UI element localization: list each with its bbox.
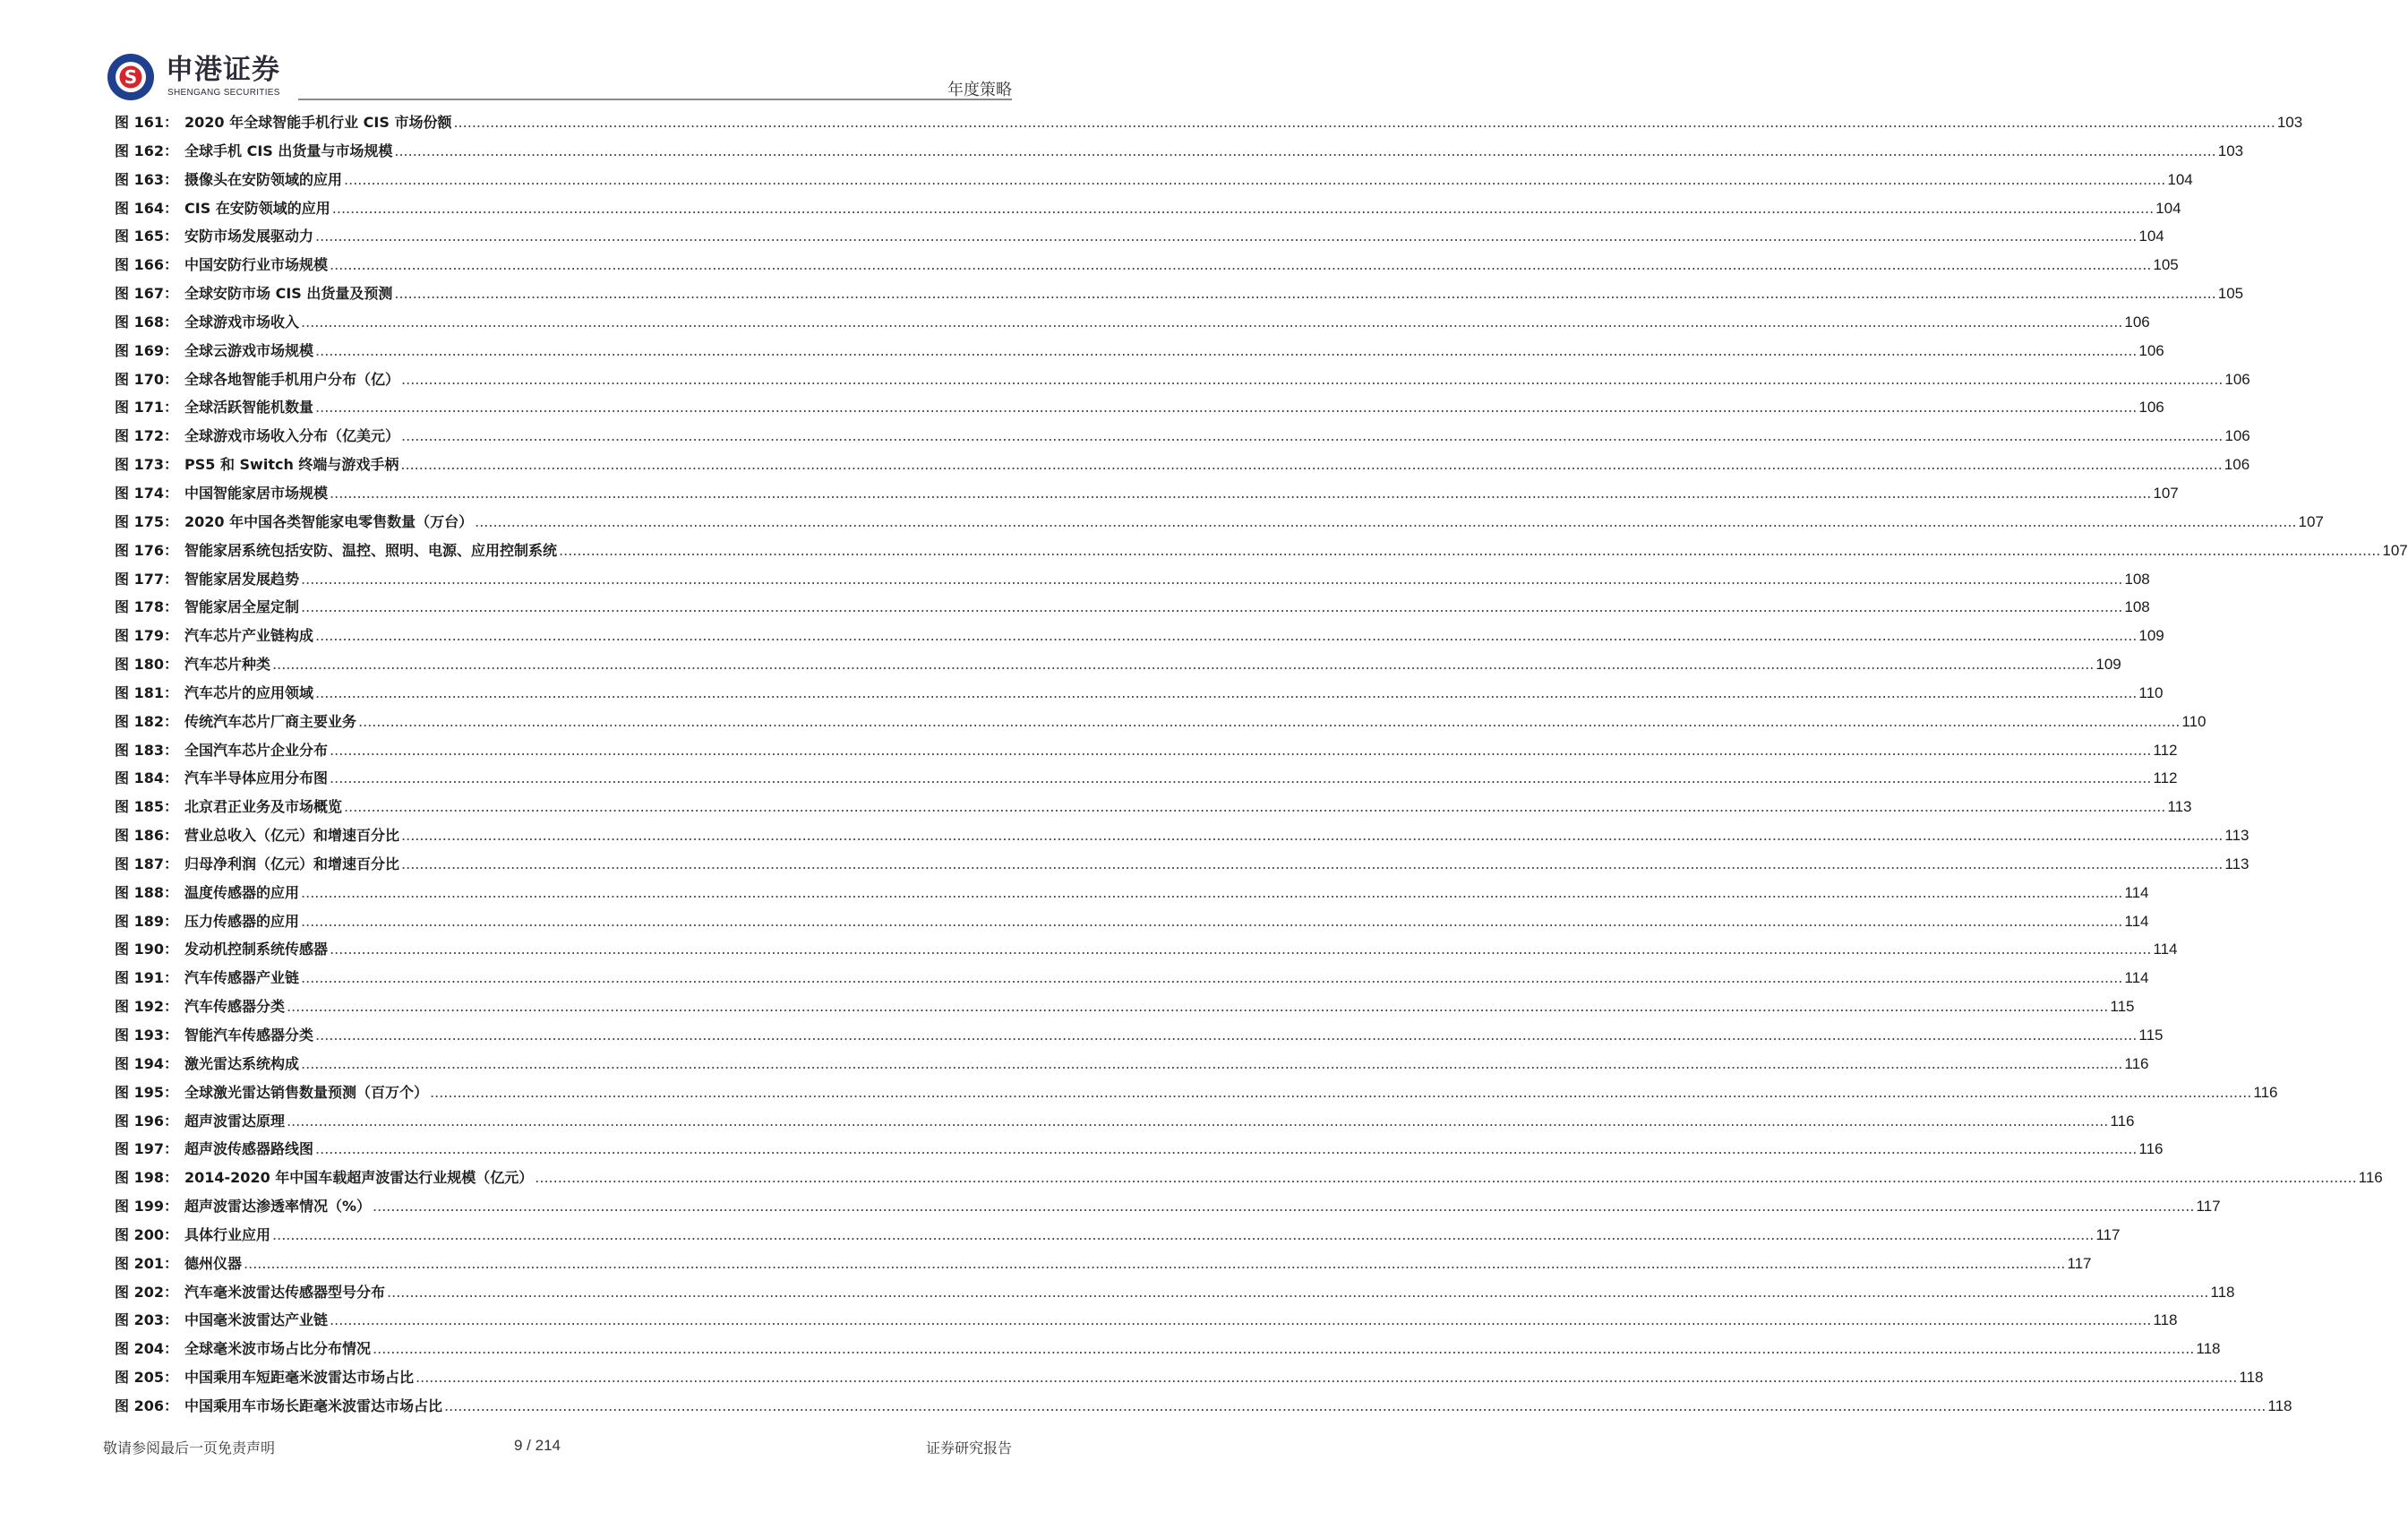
toc-dot-leader: ................................................................................................................................................................................................................................................................................................................................................................................................................ bbox=[331, 199, 2155, 217]
toc-entry-title: 全球游戏市场收入 bbox=[184, 313, 300, 331]
toc-entry-label: 图 201： bbox=[115, 1254, 178, 1272]
toc-entry[interactable] bbox=[115, 168, 2193, 197]
toc-dot-leader: ................................................................................................................................................................................................................................................................................................................................................................................................................ bbox=[315, 399, 2138, 417]
toc-dot-leader: ................................................................................................................................................................................................................................................................................................................................................................................................................ bbox=[416, 1369, 2238, 1387]
toc-entry-label: 图 165： bbox=[115, 228, 178, 245]
toc-entry-page: 109 bbox=[2095, 656, 2121, 674]
toc-entry-title: 汽车芯片种类 bbox=[184, 656, 271, 674]
toc-entry-page: 106 bbox=[2138, 399, 2164, 417]
toc-dot-leader: ................................................................................................................................................................................................................................................................................................................................................................................................................ bbox=[330, 769, 2152, 787]
toc-entry-title: 北京君正业务及市场概览 bbox=[184, 798, 343, 816]
toc-entry-label: 图 170： bbox=[115, 370, 178, 388]
toc-dot-leader: ................................................................................................................................................................................................................................................................................................................................................................................................................ bbox=[301, 1054, 2123, 1072]
toc-entry-title: 全国汽车芯片企业分布 bbox=[184, 741, 329, 759]
toc-entry-label: 图 173： bbox=[115, 456, 178, 474]
toc-entry-label: 图 161： bbox=[115, 114, 178, 131]
toc-entry[interactable] bbox=[115, 453, 2250, 482]
toc-entry-title: 汽车芯片的应用领域 bbox=[184, 683, 314, 701]
toc-entry[interactable] bbox=[115, 1110, 2135, 1139]
toc-entry-label: 图 194： bbox=[115, 1054, 178, 1072]
toc-entry-label: 图 181： bbox=[115, 683, 178, 701]
toc-entry-title: 全球游戏市场收入分布（亿美元） bbox=[184, 427, 400, 445]
toc-entry-label: 图 183： bbox=[115, 741, 178, 759]
toc-entry[interactable] bbox=[115, 1337, 2221, 1366]
toc-entry-page: 108 bbox=[2124, 570, 2150, 588]
toc-entry[interactable] bbox=[115, 282, 2244, 311]
toc-dot-leader: ................................................................................................................................................................................................................................................................................................................................................................................................................ bbox=[330, 484, 2152, 502]
toc-entry[interactable] bbox=[115, 1195, 2221, 1224]
toc-entry-page: 106 bbox=[2224, 427, 2250, 445]
toc-entry[interactable] bbox=[115, 910, 2149, 939]
toc-entry-title: PS5 和 Switch 终端与游戏手柄 bbox=[184, 456, 399, 474]
toc-entry-page: 104 bbox=[2167, 170, 2193, 188]
toc-entry-label: 图 191： bbox=[115, 969, 178, 987]
toc-entry-page: 118 bbox=[2239, 1369, 2264, 1387]
toc-entry-page: 114 bbox=[2124, 969, 2149, 987]
toc-entry-label: 图 199： bbox=[115, 1198, 178, 1216]
toc-dot-leader: ................................................................................................................................................................................................................................................................................................................................................................................................................ bbox=[315, 341, 2138, 359]
toc-entry[interactable] bbox=[115, 197, 2181, 226]
toc-entry-title: 中国乘用车市场长距毫米波雷达市场占比 bbox=[184, 1396, 443, 1414]
toc-entry[interactable] bbox=[115, 767, 2178, 795]
toc-entry-title: 智能家居发展趋势 bbox=[184, 570, 300, 588]
toc-entry-title: 汽车毫米波雷达传感器型号分布 bbox=[184, 1283, 386, 1301]
toc-entry-title: 全球活跃智能机数量 bbox=[184, 399, 314, 417]
toc-entry-label: 图 166： bbox=[115, 256, 178, 274]
company-name-cn: 申港证券 bbox=[166, 54, 280, 86]
toc-entry-title: 全球手机 CIS 出货量与市场规模 bbox=[184, 142, 393, 159]
toc-entry-page: 117 bbox=[2196, 1198, 2221, 1216]
header-divider bbox=[298, 99, 1012, 100]
toc-entry-page: 106 bbox=[2224, 370, 2250, 388]
toc-entry[interactable] bbox=[115, 624, 2164, 653]
page-number: 9 / 214 bbox=[514, 1437, 561, 1454]
toc-entry-page: 113 bbox=[2224, 855, 2249, 872]
toc-entry[interactable] bbox=[115, 1281, 2235, 1310]
toc-entry-label: 图 200： bbox=[115, 1225, 178, 1243]
toc-entry-page: 115 bbox=[2138, 1027, 2164, 1044]
toc-entry-title: 激光雷达系统构成 bbox=[184, 1054, 300, 1072]
toc-entry-title: 汽车芯片产业链构成 bbox=[184, 627, 314, 645]
toc-entry-page: 118 bbox=[2267, 1396, 2292, 1414]
toc-entry-label: 图 179： bbox=[115, 627, 178, 645]
toc-entry-title: 具体行业应用 bbox=[184, 1225, 271, 1243]
toc-entry-title: 发动机控制系统传感器 bbox=[184, 941, 329, 958]
toc-dot-leader: ................................................................................................................................................................................................................................................................................................................................................................................................................ bbox=[315, 228, 2138, 245]
toc-entry-page: 103 bbox=[2276, 114, 2303, 131]
company-logo-icon bbox=[106, 52, 156, 102]
toc-entry-page: 103 bbox=[2217, 142, 2244, 159]
toc-entry-page: 110 bbox=[2181, 712, 2207, 730]
toc-entry-label: 图 167： bbox=[115, 285, 178, 303]
toc-entry-label: 图 172： bbox=[115, 427, 178, 445]
toc-entry-page: 113 bbox=[2224, 827, 2249, 845]
toc-dot-leader: ................................................................................................................................................................................................................................................................................................................................................................................................................ bbox=[401, 370, 2224, 388]
company-name-en: SHENGANG SECURITIES bbox=[167, 88, 280, 98]
toc-dot-leader: ................................................................................................................................................................................................................................................................................................................................................................................................................ bbox=[344, 170, 2166, 188]
toc-dot-leader: ................................................................................................................................................................................................................................................................................................................................................................................................................ bbox=[401, 827, 2224, 845]
toc-entry[interactable] bbox=[115, 1252, 2092, 1281]
toc-entry-title: 2014-2020 年中国车载超声波雷达行业规模（亿元） bbox=[184, 1169, 534, 1187]
toc-dot-leader: ................................................................................................................................................................................................................................................................................................................................................................................................................ bbox=[535, 1169, 2357, 1187]
toc-entry-label: 图 205： bbox=[115, 1369, 178, 1387]
toc-entry[interactable] bbox=[115, 1309, 2178, 1337]
toc-dot-leader: ................................................................................................................................................................................................................................................................................................................................................................................................................ bbox=[394, 285, 2216, 303]
toc-dot-leader: ................................................................................................................................................................................................................................................................................................................................................................................................................ bbox=[287, 998, 2109, 1016]
toc-entry-title: 超声波传感器路线图 bbox=[184, 1140, 314, 1158]
toc-entry-page: 112 bbox=[2153, 741, 2178, 759]
toc-entry-page: 106 bbox=[2138, 341, 2164, 359]
toc-entry-page: 116 bbox=[2124, 1054, 2149, 1072]
toc-entry-title: 汽车传感器分类 bbox=[184, 998, 286, 1016]
toc-entry[interactable] bbox=[115, 853, 2249, 881]
toc-entry-page: 116 bbox=[2358, 1169, 2383, 1187]
toc-entry[interactable] bbox=[115, 653, 2121, 682]
toc-entry-page: 117 bbox=[2095, 1225, 2121, 1243]
toc-entry-label: 图 185： bbox=[115, 798, 178, 816]
toc-entry-title: 压力传感器的应用 bbox=[184, 912, 300, 930]
toc-dot-leader: ................................................................................................................................................................................................................................................................................................................................................................................................................ bbox=[301, 969, 2123, 987]
toc-entry[interactable] bbox=[115, 339, 2164, 368]
toc-entry-page: 106 bbox=[2224, 456, 2250, 474]
toc-entry-title: 智能家居全屋定制 bbox=[184, 598, 300, 616]
toc-dot-leader: ................................................................................................................................................................................................................................................................................................................................................................................................................ bbox=[373, 1340, 2195, 1358]
toc-dot-leader: ................................................................................................................................................................................................................................................................................................................................................................................................................ bbox=[430, 1083, 2252, 1101]
toc-entry[interactable] bbox=[115, 938, 2178, 967]
toc-dot-leader: ................................................................................................................................................................................................................................................................................................................................................................................................................ bbox=[559, 541, 2381, 559]
toc-entry-page: 106 bbox=[2124, 313, 2150, 331]
toc-entry[interactable] bbox=[115, 511, 2324, 539]
toc-entry-label: 图 163： bbox=[115, 170, 178, 188]
toc-entry[interactable] bbox=[115, 1053, 2149, 1081]
toc-dot-leader: ................................................................................................................................................................................................................................................................................................................................................................................................................ bbox=[400, 456, 2223, 474]
toc-entry-page: 118 bbox=[2210, 1283, 2235, 1301]
svg-text:S: S bbox=[124, 66, 138, 88]
toc-dot-leader: ................................................................................................................................................................................................................................................................................................................................................................................................................ bbox=[344, 798, 2166, 816]
toc-entry-page: 107 bbox=[2153, 484, 2179, 502]
toc-entry[interactable] bbox=[115, 1024, 2164, 1053]
toc-entry-page: 116 bbox=[2253, 1083, 2278, 1101]
toc-entry-label: 图 162： bbox=[115, 142, 178, 159]
toc-entry-title: 超声波雷达原理 bbox=[184, 1112, 286, 1130]
toc-dot-leader: ................................................................................................................................................................................................................................................................................................................................................................................................................ bbox=[330, 256, 2152, 274]
toc-entry[interactable] bbox=[115, 311, 2150, 339]
toc-entry-page: 112 bbox=[2153, 769, 2178, 787]
toc-entry[interactable] bbox=[115, 824, 2249, 853]
toc-entry-page: 105 bbox=[2153, 256, 2179, 274]
toc-entry-label: 图 203： bbox=[115, 1311, 178, 1329]
toc-entry[interactable] bbox=[115, 568, 2150, 597]
toc-entry-title: 安防市场发展驱动力 bbox=[184, 228, 314, 245]
toc-entry-label: 图 176： bbox=[115, 541, 178, 559]
toc-dot-leader: ................................................................................................................................................................................................................................................................................................................................................................................................................ bbox=[272, 1225, 2095, 1243]
toc-entry-label: 图 206： bbox=[115, 1396, 178, 1414]
page-footer bbox=[0, 1437, 1075, 1464]
toc-entry-page: 105 bbox=[2217, 285, 2244, 303]
toc-entry-label: 图 197： bbox=[115, 1140, 178, 1158]
toc-entry[interactable] bbox=[115, 1081, 2278, 1110]
toc-entry-title: 中国乘用车短距毫米波雷达市场占比 bbox=[184, 1369, 415, 1387]
toc-entry-label: 图 171： bbox=[115, 399, 178, 417]
toc-entry-page: 114 bbox=[2124, 883, 2149, 901]
toc-dot-leader: ................................................................................................................................................................................................................................................................................................................................................................................................................ bbox=[330, 741, 2152, 759]
toc-entry-label: 图 169： bbox=[115, 341, 178, 359]
toc-entry-title: 智能汽车传感器分类 bbox=[184, 1027, 314, 1044]
toc-entry-title: 中国安防行业市场规模 bbox=[184, 256, 329, 274]
toc-dot-leader: ................................................................................................................................................................................................................................................................................................................................................................................................................ bbox=[301, 570, 2123, 588]
toc-entry-page: 116 bbox=[2110, 1112, 2135, 1130]
page-header bbox=[0, 0, 1075, 107]
toc-entry-label: 图 180： bbox=[115, 656, 178, 674]
toc-entry-page: 107 bbox=[2298, 512, 2324, 530]
toc-entry-title: 归母净利润（亿元）和增速百分比 bbox=[184, 855, 400, 872]
toc-entry[interactable] bbox=[115, 596, 2150, 624]
toc-entry[interactable] bbox=[115, 1395, 2292, 1423]
toc-entry[interactable] bbox=[115, 482, 2179, 511]
toc-dot-leader: ................................................................................................................................................................................................................................................................................................................................................................................................................ bbox=[394, 142, 2216, 159]
toc-entry-page: 116 bbox=[2138, 1140, 2164, 1158]
toc-entry-title: 2020 年全球智能手机行业 CIS 市场份额 bbox=[184, 114, 452, 131]
toc-entry[interactable] bbox=[115, 425, 2250, 453]
toc-entry[interactable] bbox=[115, 995, 2135, 1024]
toc-entry-title: 超声波雷达渗透率情况（%） bbox=[184, 1198, 372, 1216]
toc-entry-title: 营业总收入（亿元）和增速百分比 bbox=[184, 827, 400, 845]
footer-report-type: 证券研究报告 bbox=[925, 1439, 1012, 1457]
toc-entry-label: 图 187： bbox=[115, 855, 178, 872]
toc-dot-leader: ................................................................................................................................................................................................................................................................................................................................................................................................................ bbox=[315, 627, 2138, 645]
toc-entry-page: 104 bbox=[2138, 228, 2164, 245]
toc-dot-leader: ................................................................................................................................................................................................................................................................................................................................................................................................................ bbox=[301, 883, 2123, 901]
toc-dot-leader: ................................................................................................................................................................................................................................................................................................................................................................................................................ bbox=[401, 427, 2224, 445]
toc-entry-label: 图 188： bbox=[115, 883, 178, 901]
toc-entry[interactable] bbox=[115, 1366, 2264, 1395]
toc-entry-label: 图 202： bbox=[115, 1283, 178, 1301]
toc-entry-page: 117 bbox=[2067, 1254, 2092, 1272]
toc-entry-page: 108 bbox=[2124, 598, 2150, 616]
toc-entry[interactable] bbox=[115, 967, 2149, 995]
toc-entry[interactable] bbox=[115, 710, 2207, 739]
toc-entry-title: 中国智能家居市场规模 bbox=[184, 484, 329, 502]
toc-entry-label: 图 192： bbox=[115, 998, 178, 1016]
toc-entry-page: 113 bbox=[2167, 798, 2192, 816]
toc-entry[interactable] bbox=[115, 682, 2164, 710]
toc-entry[interactable] bbox=[115, 111, 2303, 140]
toc-entry-label: 图 196： bbox=[115, 1112, 178, 1130]
toc-dot-leader: ................................................................................................................................................................................................................................................................................................................................................................................................................ bbox=[301, 598, 2123, 616]
toc-entry[interactable] bbox=[115, 739, 2178, 768]
toc-dot-leader: ................................................................................................................................................................................................................................................................................................................................................................................................................ bbox=[301, 313, 2123, 331]
toc-entry[interactable] bbox=[115, 225, 2164, 254]
toc-dot-leader: ................................................................................................................................................................................................................................................................................................................................................................................................................ bbox=[475, 512, 2297, 530]
figure-index-list bbox=[115, 111, 2408, 1423]
toc-entry[interactable] bbox=[115, 140, 2244, 168]
toc-dot-leader: ................................................................................................................................................................................................................................................................................................................................................................................................................ bbox=[387, 1283, 2209, 1301]
toc-entry-title: 智能家居系统包括安防、温控、照明、电源、应用控制系统 bbox=[184, 541, 558, 559]
toc-entry-title: 中国毫米波雷达产业链 bbox=[184, 1311, 329, 1329]
toc-entry-page: 115 bbox=[2110, 998, 2135, 1016]
toc-entry-page: 110 bbox=[2138, 683, 2164, 701]
toc-entry[interactable] bbox=[115, 1166, 2383, 1195]
toc-dot-leader: ................................................................................................................................................................................................................................................................................................................................................................................................................ bbox=[315, 1027, 2138, 1044]
toc-entry[interactable] bbox=[115, 881, 2149, 910]
toc-dot-leader: ................................................................................................................................................................................................................................................................................................................................................................................................................ bbox=[358, 712, 2181, 730]
toc-dot-leader: ................................................................................................................................................................................................................................................................................................................................................................................................................ bbox=[315, 683, 2138, 701]
toc-entry-label: 图 186： bbox=[115, 827, 178, 845]
toc-entry-title: 传统汽车芯片厂商主要业务 bbox=[184, 712, 357, 730]
toc-dot-leader: ................................................................................................................................................................................................................................................................................................................................................................................................................ bbox=[444, 1396, 2267, 1414]
toc-entry-label: 图 195： bbox=[115, 1083, 178, 1101]
toc-entry[interactable] bbox=[115, 539, 2408, 568]
toc-entry-title: 全球安防市场 CIS 出货量及预测 bbox=[184, 285, 393, 303]
toc-entry-label: 图 164： bbox=[115, 199, 178, 217]
toc-dot-leader: ................................................................................................................................................................................................................................................................................................................................................................................................................ bbox=[330, 1311, 2152, 1329]
toc-entry-title: 全球各地智能手机用户分布（亿） bbox=[184, 370, 400, 388]
toc-entry-title: 全球云游戏市场规模 bbox=[184, 341, 314, 359]
toc-entry-label: 图 189： bbox=[115, 912, 178, 930]
toc-entry-title: 全球毫米波市场占比分布情况 bbox=[184, 1340, 372, 1358]
toc-entry-label: 图 193： bbox=[115, 1027, 178, 1044]
toc-entry-title: CIS 在安防领域的应用 bbox=[184, 199, 330, 217]
toc-entry[interactable] bbox=[115, 254, 2179, 282]
toc-dot-leader: ................................................................................................................................................................................................................................................................................................................................................................................................................ bbox=[272, 656, 2095, 674]
toc-entry-title: 德州仪器 bbox=[184, 1254, 243, 1272]
toc-entry[interactable] bbox=[115, 396, 2164, 425]
toc-entry-title: 汽车半导体应用分布图 bbox=[184, 769, 329, 787]
footer-disclaimer: 敬请参阅最后一页免责声明 bbox=[103, 1439, 276, 1457]
toc-entry-label: 图 174： bbox=[115, 484, 178, 502]
toc-dot-leader: ................................................................................................................................................................................................................................................................................................................................................................................................................ bbox=[301, 912, 2123, 930]
toc-entry[interactable] bbox=[115, 368, 2250, 397]
toc-entry[interactable] bbox=[115, 1224, 2121, 1252]
toc-entry-label: 图 177： bbox=[115, 570, 178, 588]
toc-entry-label: 图 175： bbox=[115, 512, 178, 530]
toc-entry-label: 图 168： bbox=[115, 313, 178, 331]
toc-entry-label: 图 184： bbox=[115, 769, 178, 787]
toc-entry-label: 图 190： bbox=[115, 941, 178, 958]
toc-dot-leader: ................................................................................................................................................................................................................................................................................................................................................................................................................ bbox=[453, 114, 2275, 131]
toc-entry-page: 104 bbox=[2155, 199, 2181, 217]
toc-entry-label: 图 204： bbox=[115, 1340, 178, 1358]
toc-entry-title: 2020 年中国各类智能家电零售数量（万台） bbox=[184, 512, 474, 530]
toc-entry-page: 107 bbox=[2382, 541, 2408, 559]
toc-dot-leader: ................................................................................................................................................................................................................................................................................................................................................................................................................ bbox=[244, 1254, 2066, 1272]
toc-entry-page: 114 bbox=[2153, 941, 2178, 958]
toc-entry-page: 118 bbox=[2153, 1311, 2178, 1329]
toc-entry-page: 114 bbox=[2124, 912, 2149, 930]
toc-entry[interactable] bbox=[115, 795, 2192, 824]
toc-dot-leader: ................................................................................................................................................................................................................................................................................................................................................................................................................ bbox=[330, 941, 2152, 958]
toc-dot-leader: ................................................................................................................................................................................................................................................................................................................................................................................................................ bbox=[401, 855, 2224, 872]
toc-entry-label: 图 182： bbox=[115, 712, 178, 730]
toc-entry-title: 摄像头在安防领域的应用 bbox=[184, 170, 343, 188]
toc-dot-leader: ................................................................................................................................................................................................................................................................................................................................................................................................................ bbox=[287, 1112, 2109, 1130]
toc-entry-label: 图 198： bbox=[115, 1169, 178, 1187]
toc-dot-leader: ................................................................................................................................................................................................................................................................................................................................................................................................................ bbox=[373, 1198, 2195, 1216]
toc-entry-title: 汽车传感器产业链 bbox=[184, 969, 300, 987]
toc-entry-page: 109 bbox=[2138, 627, 2164, 645]
toc-entry-title: 全球激光雷达销售数量预测（百万个） bbox=[184, 1083, 429, 1101]
toc-dot-leader: ................................................................................................................................................................................................................................................................................................................................................................................................................ bbox=[315, 1140, 2138, 1158]
toc-entry[interactable] bbox=[115, 1138, 2164, 1166]
toc-entry-page: 118 bbox=[2196, 1340, 2221, 1358]
toc-entry-title: 温度传感器的应用 bbox=[184, 883, 300, 901]
toc-entry-label: 图 178： bbox=[115, 598, 178, 616]
document-type: 年度策略 bbox=[947, 81, 1012, 99]
